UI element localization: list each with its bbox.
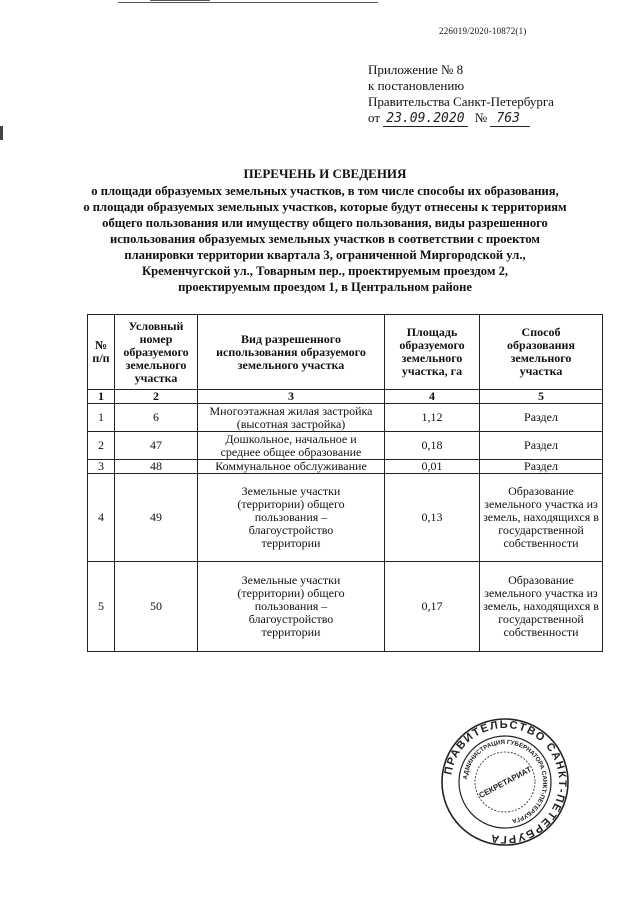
decree-date: 23.09.2020 [383,111,467,127]
cell-permitted-use: Многоэтажная жилая застройка (высотная застройка) [198,404,385,432]
cell-number: 1 [88,404,115,432]
official-stamp [440,717,570,847]
appendix-date-line [368,110,554,127]
header-area: Площадь образуемого земельного участка, га [385,315,480,390]
heading-line: общего пользования или имуществу общего пользования, виды разрешенного [102,216,548,230]
header-plot-id: Условный номер образуемого земельного участка [115,315,198,390]
column-number: 4 [385,390,480,404]
document-heading [80,166,570,295]
cell-permitted-use: Земельные участки (территории) общего пользования – благоустройство территории [198,474,385,562]
heading-line: планировки территории квартала 3, ограниченной Миргородской ул., [124,248,526,262]
scan-line-top [118,2,378,3]
column-number: 5 [480,390,603,404]
cell-permitted-use: Коммунальное обслуживание [198,460,385,474]
cell-number: 2 [88,432,115,460]
number-label: № [474,110,488,125]
heading-line: о площади образуемых земельных участков, которые будут отнесены к территориям [83,200,567,214]
cell-plot-id: 50 [115,562,198,652]
cell-number: 4 [88,474,115,562]
table-row [88,404,603,432]
column-number: 2 [115,390,198,404]
cell-number: 5 [88,562,115,652]
cell-method: Раздел [480,404,603,432]
scan-line-top-short [150,0,210,1]
cell-area: 0,13 [385,474,480,562]
column-number-row [88,390,603,404]
appendix-line-1: Приложение № 8 [368,62,464,77]
cell-method: Образование земельного участка из земель, находящихся в государственной собственности [480,474,603,562]
appendix-block [368,62,554,127]
table-row [88,460,603,474]
header-method: Способ образования земельного участка [480,315,603,390]
heading-title: ПЕРЕЧЕНЬ И СВЕДЕНИЯ [243,166,407,181]
cell-method: Образование земельного участка из земель, находящихся в государственной собственности [480,562,603,652]
cell-permitted-use: Дошкольное, начальное и среднее общее образование [198,432,385,460]
table-row [88,562,603,652]
decree-number: 763 [490,111,529,127]
cell-plot-id: 47 [115,432,198,460]
cell-plot-id: 49 [115,474,198,562]
table-row [88,432,603,460]
appendix-line-2: к постановлению [368,78,465,93]
cell-method: Раздел [480,432,603,460]
table-row [88,474,603,562]
document-id: 226019/2020-10872(1) [439,26,527,36]
cell-plot-id: 48 [115,460,198,474]
stamp-outer-text: ПРАВИТЕЛЬСТВО САНКТ-ПЕТЕРБУРГА [442,718,569,846]
cell-method: Раздел [480,460,603,474]
heading-line: использования образуемых земельных участков в соответствии с проектом [109,232,541,246]
cell-area: 1,12 [385,404,480,432]
cell-area: 0,01 [385,460,480,474]
cell-number: 3 [88,460,115,474]
header-permitted-use: Вид разрешенного использования образуемого земельного участка [198,315,385,390]
heading-line: проектируемым проездом 1, в Центральном районе [178,280,472,294]
stamp-inner-text: АДМИНИСТРАЦИЯ ГУБЕРНАТОРА САНКТ-ПЕТЕРБУРГА [462,738,549,825]
stamp-center-text: СЕКРЕТАРИАТ [477,764,534,801]
cell-area: 0,18 [385,432,480,460]
cell-plot-id: 6 [115,404,198,432]
appendix-line-3: Правительства Санкт-Петербурга [368,94,554,109]
column-number: 3 [198,390,385,404]
column-number: 1 [88,390,115,404]
table-header-row [88,315,603,390]
heading-line: о площади образуемых земельных участков, в том числе способы их образования, [91,184,559,198]
cell-area: 0,17 [385,562,480,652]
scan-edge-mark [0,126,3,140]
land-plots-table [87,314,603,652]
header-number: № п/п [88,315,115,390]
from-label: от [368,110,381,125]
cell-permitted-use: Земельные участки (территории) общего пользования – благоустройство территории [198,562,385,652]
heading-line: Кременчугской ул., Товарным пер., проектируемым проездом 2, [141,264,509,278]
